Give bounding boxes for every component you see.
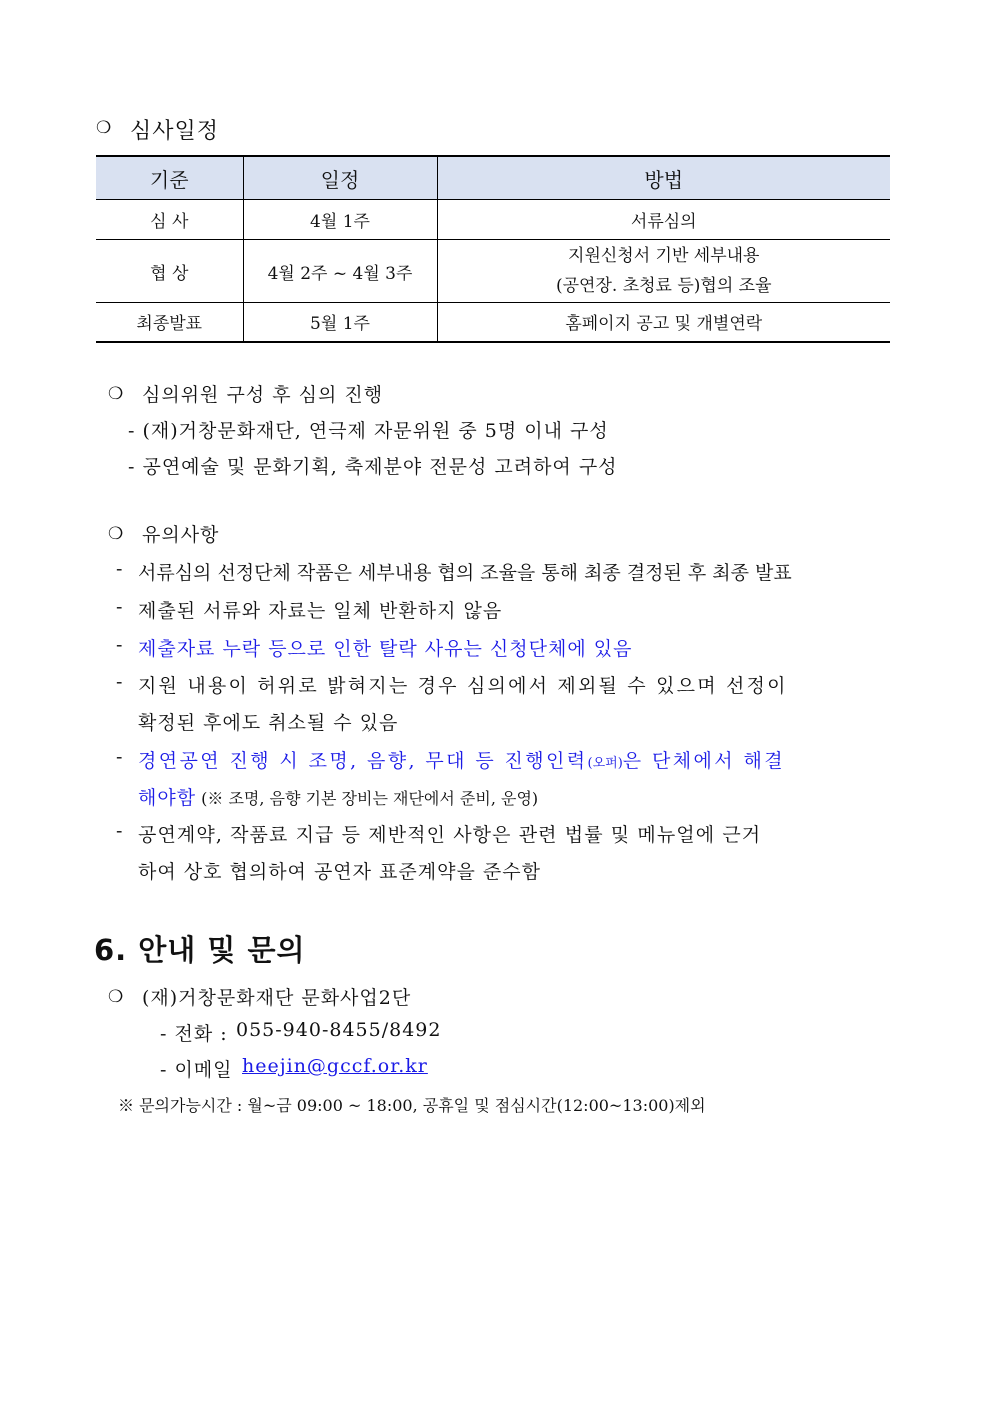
- email-label: - 이메일: [160, 1059, 233, 1081]
- table-row: [96, 303, 890, 342]
- circle-bullet-icon: ❍: [108, 987, 124, 1007]
- committee-heading: 심의위원 구성 후 심의 진행: [142, 384, 384, 406]
- note-item-continuation: [138, 783, 538, 810]
- cell-schedule: 4월 2주 ~ 4월 3주: [243, 240, 437, 303]
- phone-label: - 전화 :: [160, 1023, 228, 1045]
- email-link[interactable]: heejin@gccf.or.kr: [242, 1055, 428, 1077]
- table-header-row: [96, 156, 890, 200]
- organization-name: (재)거창문화재단 문화사업2단: [142, 987, 412, 1009]
- method-line: 서류심의: [630, 212, 697, 232]
- circle-bullet-icon: ❍: [108, 524, 124, 544]
- note-item-highlight: 제출자료 누락 등으로 인한 탈락 사유는 신청단체에 있음: [138, 638, 633, 660]
- committee-item: - (재)거창문화재단, 연극제 자문위원 중 5명 이내 구성: [128, 420, 609, 442]
- cell-schedule: 4월 1주: [243, 200, 437, 240]
- column-header-schedule: 일정: [243, 156, 437, 200]
- dash-bullet: -: [116, 820, 123, 842]
- dash-bullet: -: [116, 634, 123, 656]
- dash-bullet: -: [116, 558, 123, 580]
- cell-criterion: 심 사: [96, 200, 243, 240]
- table-row: [96, 240, 890, 303]
- committee-item: - 공연예술 및 문화기획, 축제분야 전문성 고려하여 구성: [128, 456, 618, 478]
- dash-bullet: -: [116, 596, 123, 618]
- cell-schedule: 5월 1주: [243, 303, 437, 342]
- method-line: 지원신청서 기반 세부내용: [568, 246, 760, 266]
- column-header-criterion: 기준: [96, 156, 243, 200]
- circle-bullet-icon: ❍: [108, 384, 124, 404]
- note-small-text: (오퍼): [587, 756, 623, 771]
- cell-criterion: 협 상: [96, 240, 243, 303]
- method-line: 홈페이지 공고 및 개별연락: [565, 314, 763, 335]
- section-title: 6. 안내 및 문의: [94, 933, 306, 967]
- note-item: 공연계약, 작품료 지급 등 제반적인 사항은 관련 법률 및 메뉴얼에 근거: [138, 824, 762, 846]
- note-item-continuation: 하여 상호 협의하여 공연자 표준계약을 준수함: [138, 861, 541, 883]
- note-item-highlight: [138, 746, 785, 773]
- note-item: 서류심의 선정단체 작품은 세부내용 협의 조율을 통해 최종 결정된 후 최종 발표: [138, 562, 792, 584]
- note-text: 은 단체에서 해결: [622, 750, 785, 772]
- circle-bullet-icon: ❍: [96, 118, 112, 138]
- review-schedule-table: [96, 155, 890, 343]
- cell-method: [437, 240, 890, 303]
- cell-method: [437, 200, 890, 240]
- note-item: 제출된 서류와 자료는 일체 반환하지 않음: [138, 600, 503, 622]
- dash-bullet: -: [116, 671, 123, 693]
- note-item: 지원 내용이 허위로 밝혀지는 경우 심의에서 제외될 수 있으며 선정이: [138, 675, 788, 697]
- notes-heading: 유의사항: [142, 524, 220, 546]
- note-item-continuation: 확정된 후에도 취소될 수 있음: [138, 712, 399, 734]
- dash-bullet: -: [116, 746, 123, 768]
- inquiry-hours-note: ※ 문의가능시간 : 월~금 09:00 ~ 18:00, 공휴일 및 점심시간(12:00~13:00)제외: [118, 1096, 706, 1115]
- method-line: (공연장. 초청료 등)협의 조율: [555, 276, 772, 296]
- phone-number: 055-940-8455/8492: [236, 1019, 442, 1041]
- note-text: 경연공연 진행 시 조명, 음향, 무대 등 진행인력: [138, 750, 588, 772]
- review-schedule-heading: 심사일정: [130, 119, 220, 144]
- cell-method: [437, 303, 890, 342]
- cell-criterion: 최종발표: [96, 303, 243, 342]
- note-aside: (※ 조명, 음향 기본 장비는 재단에서 준비, 운영): [196, 789, 539, 808]
- note-text: 해야함: [138, 787, 197, 809]
- table-row: [96, 200, 890, 240]
- column-header-method: 방법: [437, 156, 890, 200]
